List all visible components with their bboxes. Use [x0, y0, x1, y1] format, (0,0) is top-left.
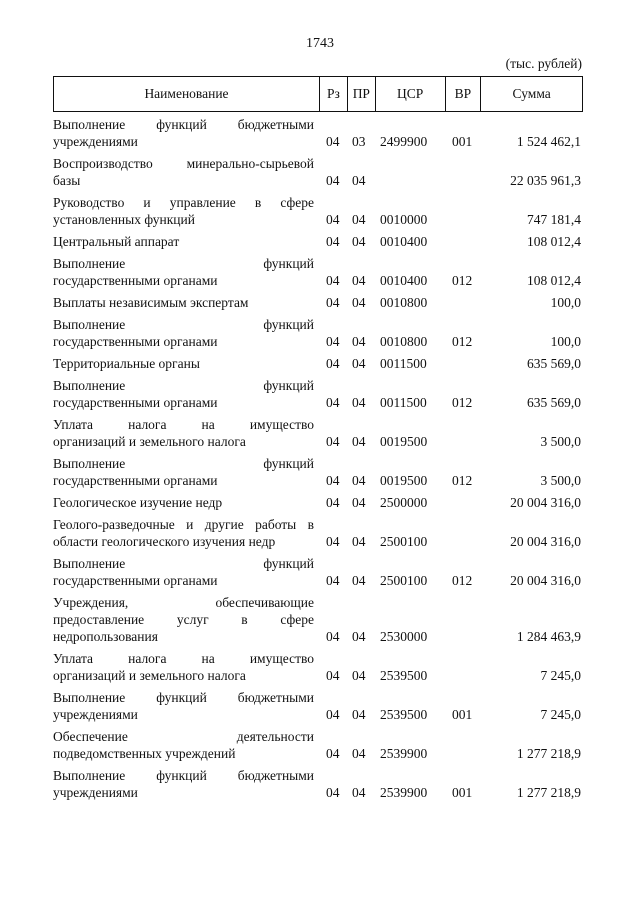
row-rz: 04 [326, 707, 340, 722]
row-name [53, 555, 320, 589]
row-csr: 2539900 [380, 746, 428, 761]
table-body [53, 116, 583, 806]
row-pr: 04 [352, 785, 366, 800]
row-csr: 0010800 [380, 334, 428, 349]
row-csr: 0019500 [380, 434, 428, 449]
row-rz: 04 [326, 573, 340, 588]
row-pr: 04 [352, 234, 366, 249]
row-name-line: Уплата налога на имущество [53, 651, 314, 666]
table-row [53, 155, 583, 189]
row-rz: 04 [326, 534, 340, 549]
table-row [53, 194, 583, 228]
row-name-line: учреждениями [53, 785, 138, 800]
row-sum: 7 245,0 [540, 668, 581, 683]
row-name [53, 455, 320, 489]
row-pr: 04 [352, 668, 366, 683]
row-rz: 04 [326, 473, 340, 488]
row-pr: 04 [352, 434, 366, 449]
table-row [53, 233, 583, 250]
row-vr: 001 [452, 785, 473, 800]
row-name-line: государственными органами [53, 473, 218, 488]
row-rz: 04 [326, 395, 340, 410]
row-rz: 04 [326, 785, 340, 800]
row-sum: 7 245,0 [540, 707, 581, 722]
row-pr: 04 [352, 534, 366, 549]
row-sum: 3 500,0 [540, 434, 581, 449]
row-name [53, 233, 320, 250]
table-row [53, 728, 583, 762]
row-name-line: учреждениями [53, 707, 138, 722]
row-name [53, 255, 320, 289]
table-row [53, 255, 583, 289]
row-pr: 04 [352, 573, 366, 588]
row-name [53, 377, 320, 411]
header-csr: ЦСР [376, 77, 446, 111]
table-row [53, 377, 583, 411]
row-name-line: области геологического изучения недр [53, 534, 276, 549]
table-row [53, 116, 583, 150]
row-name-line: подведомственных учреждений [53, 746, 236, 761]
row-csr: 2539900 [380, 785, 428, 800]
row-name [53, 728, 320, 762]
row-sum: 20 004 316,0 [510, 495, 581, 510]
row-rz: 04 [326, 295, 340, 310]
table-row [53, 767, 583, 801]
row-pr: 04 [352, 746, 366, 761]
row-name-line: Воспроизводство минерально-сырьевой [53, 156, 314, 171]
row-vr: 012 [452, 273, 473, 288]
row-name [53, 155, 320, 189]
row-name [53, 516, 320, 550]
row-pr: 04 [352, 212, 366, 227]
row-name-line: учреждениями [53, 134, 138, 149]
row-rz: 04 [326, 173, 340, 188]
row-rz: 04 [326, 356, 340, 371]
row-name-line: Учреждения, обеспечивающие [53, 595, 314, 610]
row-name-line: организаций и земельного налога [53, 434, 246, 449]
row-csr: 0011500 [380, 356, 427, 371]
row-name-line: предоставление услуг в сфере [53, 612, 314, 627]
row-name-line: недропользования [53, 629, 158, 644]
row-name [53, 594, 320, 645]
row-name [53, 416, 320, 450]
row-name [53, 294, 320, 311]
row-name-line: установленных функций [53, 212, 195, 227]
row-name-line: организаций и земельного налога [53, 668, 246, 683]
row-pr: 04 [352, 173, 366, 188]
header-name: Наименование [54, 77, 320, 111]
row-name [53, 650, 320, 684]
row-name-line: Выполнение функций [53, 378, 314, 393]
header-sum: Сумма [512, 86, 551, 101]
row-name-line: Выполнение функций [53, 256, 314, 271]
row-pr: 04 [352, 495, 366, 510]
row-name-line: Выполнение функций бюджетными [53, 117, 314, 132]
row-csr: 2530000 [380, 629, 428, 644]
row-sum: 1 277 218,9 [516, 785, 581, 800]
row-rz: 04 [326, 334, 340, 349]
row-pr: 04 [352, 273, 366, 288]
row-csr: 0010400 [380, 234, 428, 249]
row-rz: 04 [326, 629, 340, 644]
row-csr: 0010400 [380, 273, 428, 288]
row-name-line: Выполнение функций бюджетными [53, 690, 314, 705]
row-vr: 001 [452, 134, 473, 149]
row-rz: 04 [326, 134, 340, 149]
row-rz: 04 [326, 746, 340, 761]
row-csr: 2539500 [380, 668, 428, 683]
row-name-line: Выполнение функций [53, 317, 314, 332]
row-name [53, 767, 320, 801]
row-csr: 0010000 [380, 212, 428, 227]
row-name [53, 116, 320, 150]
row-pr: 04 [352, 629, 366, 644]
row-csr: 0019500 [380, 473, 428, 488]
table-row [53, 516, 583, 550]
row-vr: 012 [452, 573, 473, 588]
table-header [53, 76, 583, 112]
row-name-line: базы [53, 173, 81, 188]
row-pr: 04 [352, 295, 366, 310]
row-csr: 2500000 [380, 495, 428, 510]
row-name-line: государственными органами [53, 334, 218, 349]
table-row [53, 555, 583, 589]
row-pr: 03 [352, 134, 366, 149]
row-sum: 1 284 463,9 [516, 629, 581, 644]
table-row [53, 416, 583, 450]
row-sum: 747 181,4 [527, 212, 581, 227]
row-rz: 04 [326, 495, 340, 510]
row-sum: 100,0 [550, 295, 581, 310]
row-pr: 04 [352, 473, 366, 488]
row-name-line: Выполнение функций бюджетными [53, 768, 314, 783]
row-name-line: Выполнение функций [53, 456, 314, 471]
row-name-line: Центральный аппарат [53, 234, 180, 249]
page-number: 1743 [306, 36, 334, 51]
row-csr: 0010800 [380, 295, 428, 310]
row-csr: 2539500 [380, 707, 428, 722]
header-rz: Рз [320, 77, 348, 111]
table-row [53, 355, 583, 372]
table-row [53, 494, 583, 511]
row-vr: 001 [452, 707, 473, 722]
row-pr: 04 [352, 356, 366, 371]
row-name-line: государственными органами [53, 395, 218, 410]
row-name [53, 316, 320, 350]
row-sum: 20 004 316,0 [510, 573, 581, 588]
table-row [53, 689, 583, 723]
row-name [53, 689, 320, 723]
table-row [53, 294, 583, 311]
row-rz: 04 [326, 212, 340, 227]
row-name-line: Выплаты независимым экспертам [53, 295, 249, 310]
row-pr: 04 [352, 395, 366, 410]
row-name-line: Геолого-разведочные и другие работы в [53, 517, 314, 532]
row-name-line: Обеспечение деятельности [53, 729, 314, 744]
row-sum: 3 500,0 [540, 473, 581, 488]
row-vr: 012 [452, 334, 473, 349]
row-sum: 108 012,4 [527, 234, 581, 249]
row-sum: 635 569,0 [527, 395, 581, 410]
row-name-line: Выполнение функций [53, 556, 314, 571]
table-row [53, 316, 583, 350]
row-name [53, 494, 320, 511]
row-name-line: Геологическое изучение недр [53, 495, 223, 510]
row-pr: 04 [352, 707, 366, 722]
row-vr: 012 [452, 395, 473, 410]
table-row [53, 650, 583, 684]
row-sum: 1 524 462,1 [516, 134, 581, 149]
table-row [53, 455, 583, 489]
row-csr: 0011500 [380, 395, 427, 410]
row-name-line: государственными органами [53, 273, 218, 288]
units-label: (тыс. рублей) [505, 56, 582, 71]
table-row [53, 594, 583, 645]
row-name-line: государственными органами [53, 573, 218, 588]
row-name-line: Руководство и управление в сфере [53, 195, 314, 210]
row-name [53, 355, 320, 372]
row-rz: 04 [326, 273, 340, 288]
row-sum: 635 569,0 [527, 356, 581, 371]
row-pr: 04 [352, 334, 366, 349]
row-csr: 2499900 [380, 134, 428, 149]
row-sum: 100,0 [550, 334, 581, 349]
header-vr: ВР [446, 77, 482, 111]
row-name-line: Уплата налога на имущество [53, 417, 314, 432]
header-pr: ПР [348, 77, 376, 111]
row-rz: 04 [326, 668, 340, 683]
row-sum: 20 004 316,0 [510, 534, 581, 549]
row-csr: 2500100 [380, 573, 428, 588]
row-csr: 2500100 [380, 534, 428, 549]
row-sum: 108 012,4 [527, 273, 581, 288]
row-sum: 1 277 218,9 [516, 746, 581, 761]
row-name [53, 194, 320, 228]
row-vr: 012 [452, 473, 473, 488]
row-rz: 04 [326, 234, 340, 249]
row-sum: 22 035 961,3 [510, 173, 581, 188]
row-name-line: Территориальные органы [53, 356, 200, 371]
row-rz: 04 [326, 434, 340, 449]
